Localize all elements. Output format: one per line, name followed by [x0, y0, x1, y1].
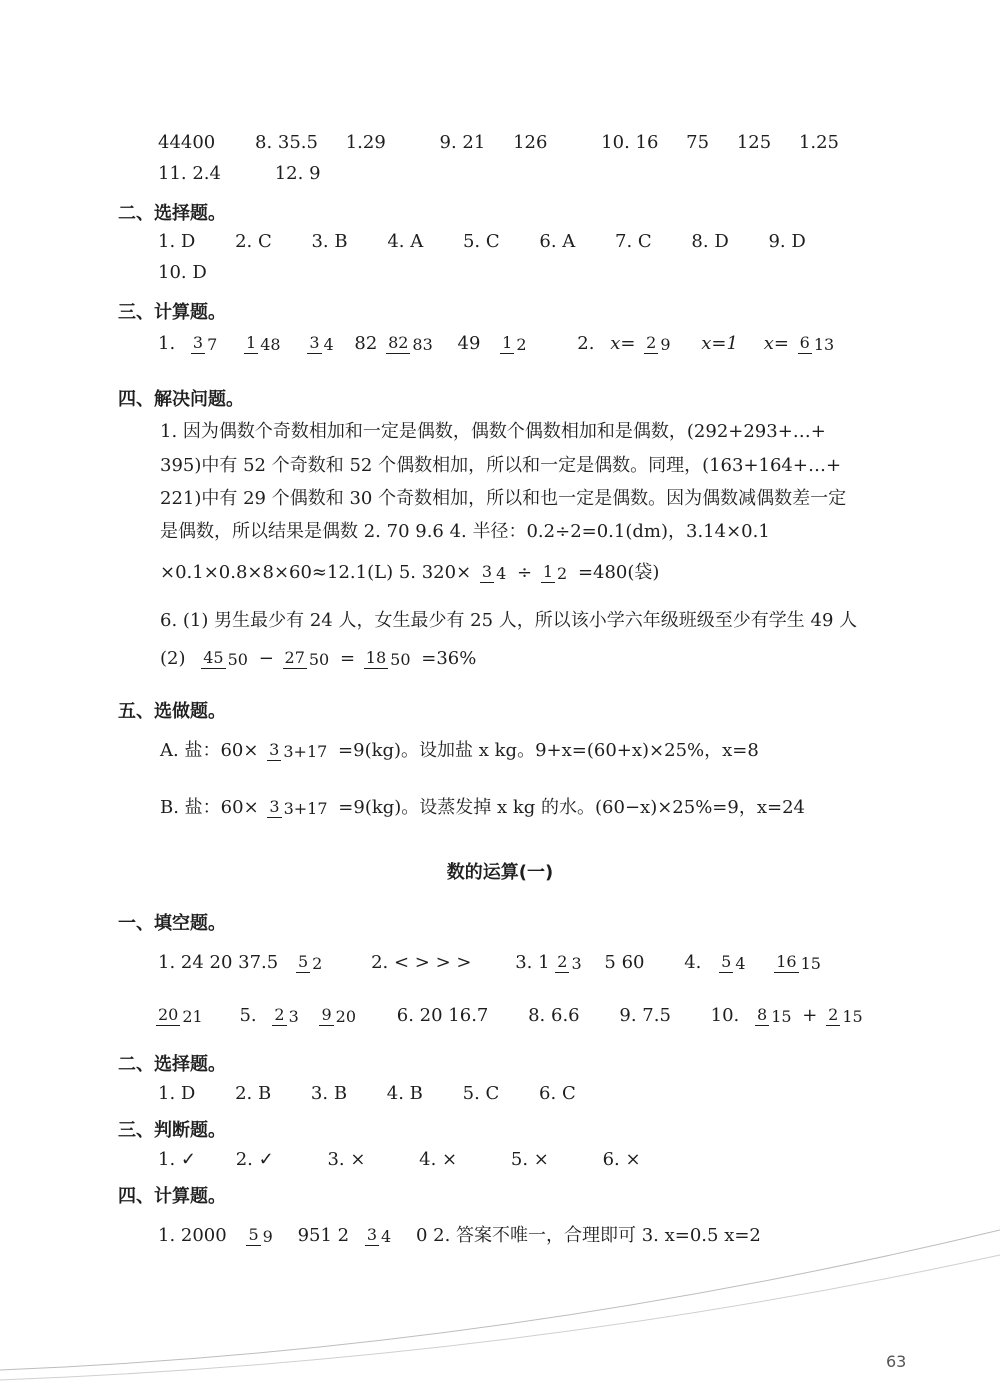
fraction: 9 20	[321, 1005, 357, 1026]
fraction: 3 4	[309, 333, 334, 354]
mixed-whole: 82	[354, 333, 378, 354]
answer-item: 3. B	[310, 1083, 348, 1104]
heading-optional: 五、选做题。	[118, 701, 226, 722]
solution-text: 1. 24 20 37.5	[158, 952, 279, 973]
heading-calculation-2: 四、计算题。	[118, 1186, 226, 1207]
answer-item: 126	[513, 132, 548, 153]
fraction: 20 21	[158, 1005, 203, 1026]
solution-line: 6. (1) 男生最少有 24 人，女生最少有 25 人，所以该小学六年级班级至少有学生 49 人	[160, 610, 858, 631]
item-number: 4.	[684, 952, 702, 973]
solution-text: 8. 6.6	[528, 1005, 580, 1026]
answer-item: 12. 9	[274, 163, 321, 184]
answer-item: 2. C	[235, 231, 272, 252]
choice-answers-line-2	[158, 262, 207, 284]
answer-item: 8. D	[691, 231, 729, 252]
answer-item: 1.25	[798, 132, 839, 153]
solution-line	[160, 562, 659, 584]
equation: x=	[610, 333, 636, 354]
solution-text: (2)	[160, 648, 186, 669]
fraction: 2 3	[274, 1005, 299, 1026]
answer-item: 5. ×	[510, 1149, 549, 1170]
heading-true-false: 三、判断题。	[118, 1120, 226, 1141]
fraction: 1 2	[542, 562, 568, 583]
solution-text: 5 60	[604, 952, 645, 973]
equation: x=1	[701, 333, 738, 354]
section-title: 数的运算(一)	[446, 862, 554, 883]
choice-answers-2	[158, 1083, 576, 1105]
solution-text: −	[258, 648, 274, 669]
answer-item: 44400	[158, 132, 216, 153]
solution-line: 395)中有 52 个奇数和 52 个偶数相加，所以和一定是偶数。同理，(163+164+…+	[160, 455, 842, 476]
fraction: 16 15	[776, 952, 821, 973]
heading-choice-2: 二、选择题。	[118, 1054, 226, 1075]
solution-line: 1. 因为偶数个奇数相加和一定是偶数，偶数个偶数相加和是偶数，(292+293+…+	[160, 421, 826, 442]
answer-item: 5. C	[462, 1083, 500, 1104]
page-curve-decoration	[0, 1210, 1000, 1389]
optional-answer-b	[160, 797, 805, 819]
answer-item: 10. D	[158, 262, 207, 283]
solution-text: 1. 2000	[158, 1225, 227, 1246]
answer-item: 1. ✓	[158, 1149, 196, 1170]
true-false-answers	[158, 1149, 641, 1171]
solution-text: 6. 20 16.7	[396, 1005, 489, 1026]
answer-item: 1. D	[158, 231, 196, 252]
fraction: 5 2	[297, 952, 323, 973]
fraction: 3 4	[366, 1225, 392, 1246]
answer-item: 1. D	[158, 1083, 196, 1104]
choice-answers-line-1	[158, 231, 806, 253]
fraction: 3 3+17	[269, 797, 328, 818]
calculation-answers	[158, 333, 839, 355]
fraction: 8 15	[757, 1005, 792, 1026]
answer-item: 7. C	[615, 231, 652, 252]
fraction: 2 3	[557, 952, 582, 973]
solution-text: B. 盐：60×	[160, 797, 259, 818]
answer-item: 2. ✓	[235, 1149, 274, 1170]
fraction: 3 4	[481, 562, 507, 583]
item-number: 2.	[577, 333, 595, 354]
fill-in-answers-line-2	[153, 1005, 868, 1027]
answer-item: 4. B	[386, 1083, 423, 1104]
answer-item: 1.29	[345, 132, 386, 153]
answer-item: 75	[686, 132, 710, 153]
answer-item: 10. 16	[601, 132, 659, 153]
solution-text: 0 2. 答案不唯一，合理即可 3. x=0.5 x=2	[415, 1225, 761, 1246]
solution-text: 3. 1	[515, 952, 550, 973]
solution-text: ×0.1×0.8×8×60≈12.1(L) 5. 320×	[160, 562, 472, 583]
page-number: 63	[886, 1352, 907, 1371]
equation: x=	[763, 333, 789, 354]
answer-item: 6. C	[539, 1083, 576, 1104]
heading-calculation: 三、计算题。	[118, 302, 226, 323]
answer-item: 4. A	[387, 231, 424, 252]
fraction: 5 9	[248, 1225, 273, 1246]
answer-item: 9. 21	[439, 132, 486, 153]
fraction: 1 48	[246, 333, 281, 354]
heading-fill-in: 一、填空题。	[118, 913, 226, 934]
heading-choice: 二、选择题。	[118, 203, 226, 224]
solution-text: =9(kg)。设蒸发掉 x kg 的水。(60−x)×25%=9，x=24	[338, 797, 805, 818]
fraction: 3 3+17	[269, 740, 328, 761]
solution-text: =36%	[421, 648, 477, 669]
item-number: 10.	[710, 1005, 740, 1026]
answer-item: 6. ×	[602, 1149, 641, 1170]
solution-text: 2. < > > >	[371, 952, 472, 973]
solution-text: =480(袋)	[577, 562, 660, 583]
solution-line: 是偶数，所以结果是偶数 2. 70 9.6 4. 半径：0.2÷2=0.1(dm)，3.14×0.1	[160, 521, 770, 542]
fraction: 3 7	[192, 333, 218, 354]
optional-answer-a	[160, 740, 759, 762]
answer-item: 49	[457, 333, 481, 354]
fill-answers-line-1	[158, 132, 839, 154]
fraction: 5 4	[721, 952, 746, 973]
solution-line: 221)中有 29 个偶数和 30 个奇数相加，所以和也一定是偶数。因为偶数减偶数差一定	[160, 488, 847, 509]
solution-text: 9. 7.5	[619, 1005, 671, 1026]
solution-text: =	[339, 648, 356, 669]
answer-item: 5. C	[462, 231, 500, 252]
fraction: 45 50	[203, 648, 248, 669]
item-number: 5.	[239, 1005, 257, 1026]
solution-text: ÷	[517, 562, 533, 583]
fraction: 2 15	[828, 1005, 863, 1026]
fraction: 27 50	[284, 648, 330, 669]
solution-text: 951 2	[297, 1225, 350, 1246]
solution-text: +	[802, 1005, 818, 1026]
item-number: 1.	[158, 333, 176, 354]
fraction: 1 2	[502, 333, 527, 354]
fill-in-answers-line-1	[158, 952, 826, 974]
solution-line	[160, 648, 476, 670]
answer-item: 11. 2.4	[158, 163, 221, 184]
fraction: 18 50	[365, 648, 411, 669]
answer-item: 3. ×	[327, 1149, 366, 1170]
fill-answers-line-2	[158, 163, 321, 185]
heading-problem-solving: 四、解决问题。	[118, 389, 244, 410]
solution-text: =9(kg)。设加盐 x kg。9+x=(60+x)×25%，x=8	[338, 740, 759, 761]
fraction: 82 83	[388, 333, 433, 354]
answer-item: 8. 35.5	[255, 132, 318, 153]
answer-item: 6. A	[539, 231, 576, 252]
answer-item: 9. D	[768, 231, 806, 252]
answer-item: 2. B	[235, 1083, 272, 1104]
solution-text: A. 盐：60×	[160, 740, 259, 761]
fraction: 2 9	[646, 333, 671, 354]
answer-item: 4. ×	[419, 1149, 458, 1170]
answer-item: 3. B	[311, 231, 348, 252]
answer-item: 125	[736, 132, 772, 153]
fraction: 6 13	[799, 333, 835, 354]
